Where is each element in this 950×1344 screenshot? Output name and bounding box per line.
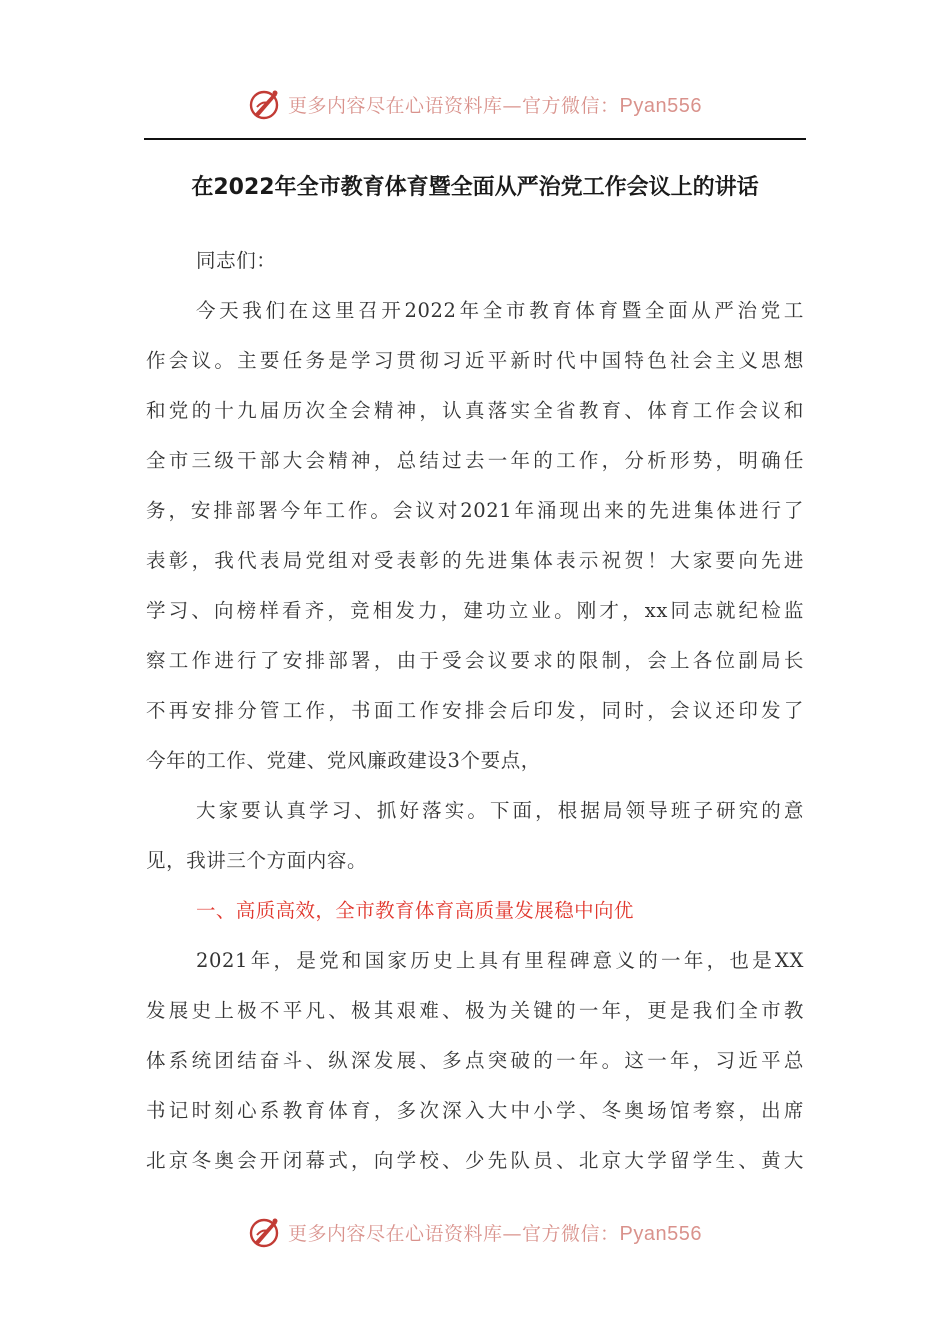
body-text-line: 作会议。主要任务是学习贯彻习近平新时代中国特色社会主义思想 [146, 349, 804, 372]
banner-wechat-id: Pyan556 [619, 94, 702, 117]
body-text-line: 察工作进行了安排部署，由于受会议要求的限制，会上各位副局长 [146, 649, 804, 672]
body-text-line: 不再安排分管工作，书面工作安排会后印发，同时，会议还印发了 [146, 699, 804, 722]
header-banner-text [288, 91, 702, 118]
body-text-line: 北京冬奥会开闭幕式，向学校、少先队员、北京大学留学生、黄大 [146, 1149, 804, 1172]
banner-wechat-id: Pyan556 [619, 1222, 702, 1245]
body-text-line: 全市三级干部大会精神，总结过去一年的工作，分析形势，明确任 [146, 449, 804, 472]
body-text-line: 书记时刻心系教育体育，多次深入大中小学、冬奥场馆考察，出席 [146, 1099, 804, 1122]
section-heading: 一、高质高效，全市教育体育高质量发展稳中向优 [196, 899, 634, 922]
footer-banner [0, 1212, 950, 1252]
body-text-line: 务，安排部署今年工作。会议对2021年涌现出来的先进集体进行了 [146, 499, 804, 522]
document-title: 在2022年全市教育体育暨全面从严治党工作会议上的讲话 [191, 175, 759, 200]
body-text-line: 和党的十九届历次全会精神，认真落实全省教育、体育工作会议和 [146, 399, 804, 422]
banner-label: 更多内容尽在心语资料库—官方微信： [288, 1222, 620, 1245]
header-divider [144, 138, 806, 140]
body-text-line: 发展史上极不平凡、极其艰难、极为关键的一年，更是我们全市教 [146, 999, 804, 1022]
body-text-line: 今天我们在这里召开2022年全市教育体育暨全面从严治党工 [196, 299, 804, 322]
body-text-line: 大家要认真学习、抓好落实。下面，根据局领导班子研究的意 [196, 799, 804, 822]
body-text-line: 2021年，是党和国家历史上具有里程碑意义的一年，也是XX [196, 949, 804, 972]
header-banner [0, 84, 950, 124]
brush-logo-icon [248, 87, 282, 121]
banner-label: 更多内容尽在心语资料库—官方微信： [288, 94, 620, 117]
body-text-line: 体系统团结奋斗、纵深发展、多点突破的一年。这一年，习近平总 [146, 1049, 804, 1072]
footer-banner-text [288, 1219, 702, 1246]
body-text-line: 学习、向榜样看齐，竞相发力，建功立业。刚才，xx同志就纪检监 [146, 599, 804, 622]
body-text-line: 同志们： [196, 249, 277, 272]
body-text-line: 今年的工作、党建、党风廉政建设3个要点， [146, 749, 541, 772]
body-text-line: 见，我讲三个方面内容。 [146, 849, 368, 872]
document-body [146, 236, 804, 1186]
body-text-line: 表彰，我代表局党组对受表彰的先进集体表示祝贺！大家要向先进 [146, 549, 804, 572]
brush-logo-icon [248, 1215, 282, 1249]
